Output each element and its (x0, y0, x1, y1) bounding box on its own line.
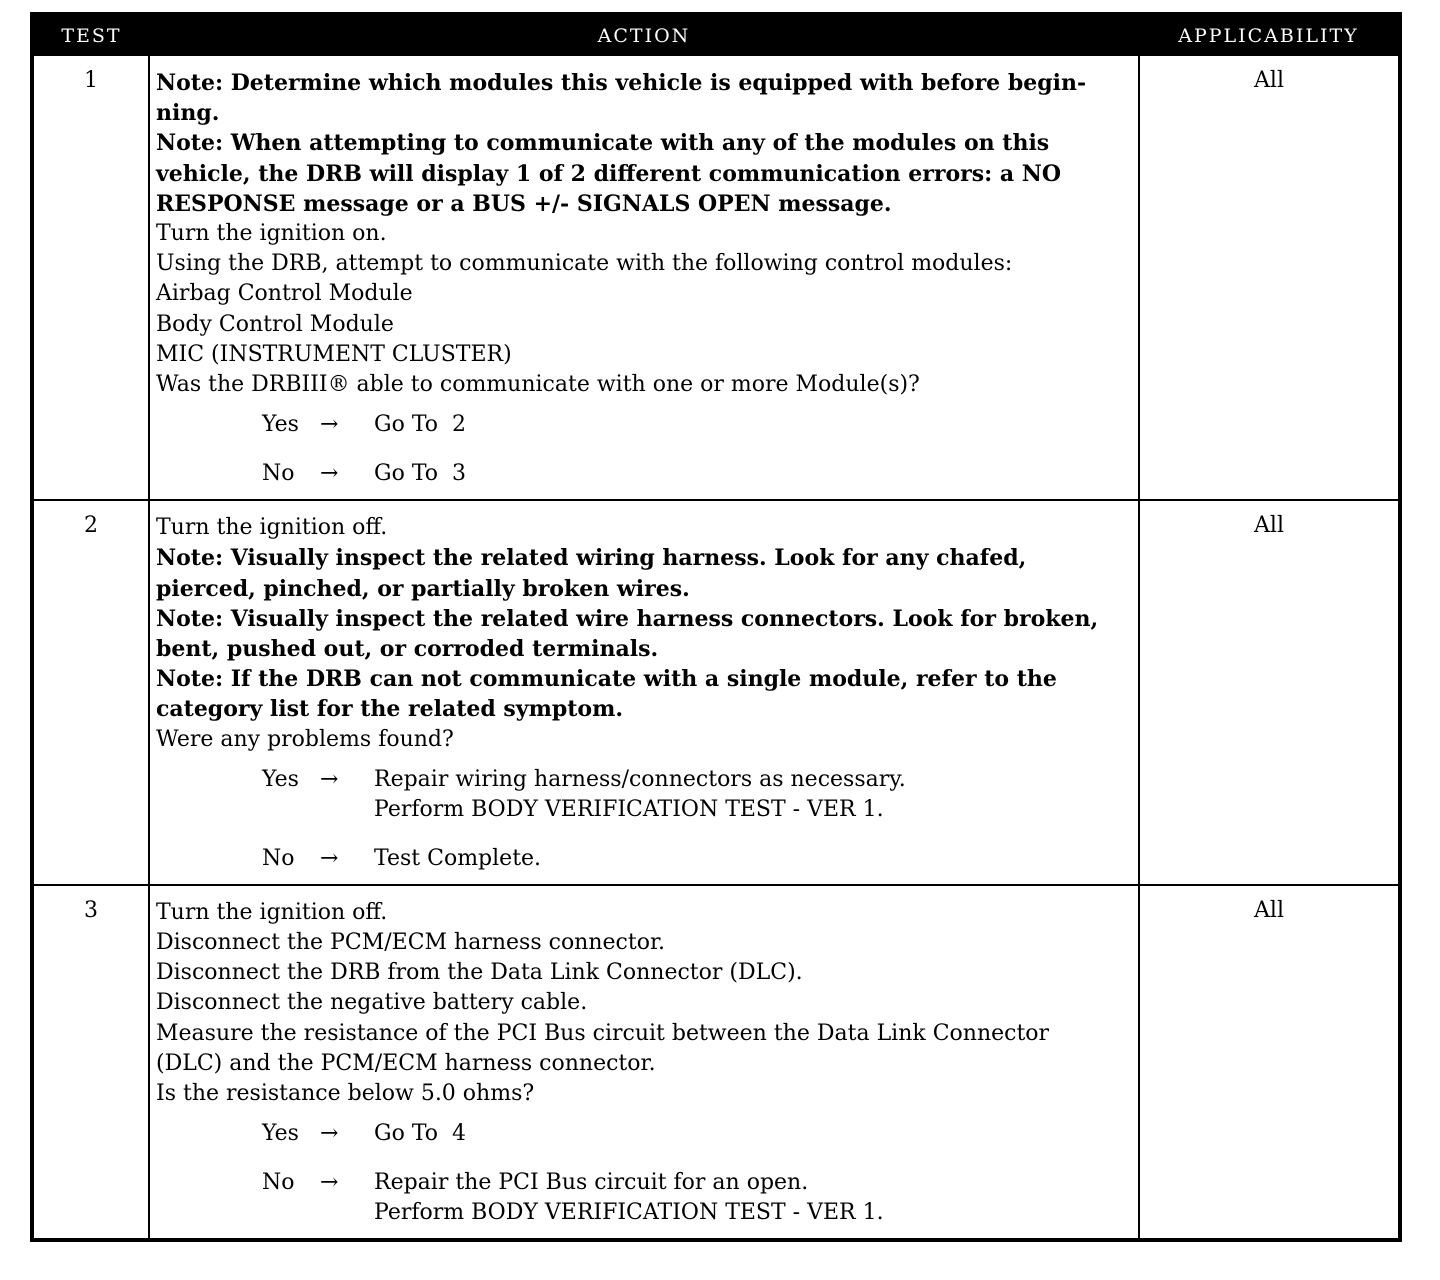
note-line: pierced, pinched, or partially broken wires. (156, 575, 690, 602)
table-row (32, 56, 1400, 500)
note-line: Note: Visually inspect the related wire harness connectors. Look for broken, (156, 605, 1099, 632)
instruction-line: Disconnect the PCM/ECM harness connector. (156, 930, 666, 956)
table-row (32, 885, 1400, 1240)
header-row (32, 14, 1400, 56)
note-line: bent, pushed out, or corroded terminals. (156, 636, 659, 663)
branch-no (262, 1168, 1132, 1228)
arrow-right-icon: → (320, 1170, 339, 1196)
instruction-line: Measure the resistance of the PCI Bus circuit between the Data Link Connector (156, 1020, 1050, 1046)
branch-label: No (262, 461, 295, 487)
action-cell (149, 500, 1139, 885)
instruction-line: (DLC) and the PCM/ECM harness connector. (156, 1050, 656, 1076)
instruction-line: Using the DRB, attempt to communicate with the following control modules: (156, 251, 1013, 277)
branch-result-line: Test Complete. (374, 845, 542, 871)
branch-result (374, 844, 541, 874)
branch-no (262, 459, 1132, 489)
branch-yes (262, 410, 1132, 440)
instruction-line: Turn the ignition off. (156, 899, 388, 925)
branch-result-line: Go To 4 (374, 1121, 467, 1147)
instruction-line: MIC (INSTRUMENT CLUSTER) (156, 341, 512, 367)
instruction-line: Were any problems found? (156, 726, 454, 752)
arrow-right-icon: → (320, 461, 339, 487)
header-applicability: APPLICABILITY (1139, 14, 1400, 56)
instruction-line: Was the DRBIII® able to communicate with one or more Module(s)? (156, 372, 920, 398)
instruction-line: Is the resistance below 5.0 ohms? (156, 1081, 535, 1107)
test-number: 3 (32, 885, 149, 1240)
branch-result (374, 459, 466, 489)
branch-label: No (262, 845, 295, 871)
diagnostic-test-table (30, 12, 1402, 1242)
branch-result (374, 1168, 884, 1228)
branch-result-line: Go To 2 (374, 412, 467, 438)
note-line: vehicle, the DRB will display 1 of 2 different communication errors: a NO (156, 160, 1062, 187)
branch-result-line: Perform BODY VERIFICATION TEST - VER 1. (374, 796, 884, 822)
instruction-line: Body Control Module (156, 311, 394, 337)
header-test: TEST (32, 14, 149, 56)
result-branches (156, 1109, 1132, 1228)
action-cell (149, 56, 1139, 500)
arrow-right-icon: → (320, 845, 339, 871)
note-line: Note: If the DRB can not communicate with a single module, refer to the (156, 666, 1057, 693)
note-line: Note: Visually inspect the related wiring harness. Look for any chafed, (156, 545, 1027, 572)
note-line: category list for the related symptom. (156, 696, 624, 723)
instruction-line: Turn the ignition on. (156, 221, 387, 247)
branch-result (374, 765, 906, 825)
branch-label: Yes (262, 412, 299, 438)
branch-no (262, 844, 1132, 874)
test-number: 1 (32, 56, 149, 500)
branch-yes (262, 765, 1132, 825)
branch-result (374, 410, 466, 440)
result-branches (156, 400, 1132, 489)
branch-result-line: Repair wiring harness/connectors as necessary. (374, 766, 906, 792)
branch-result (374, 1119, 466, 1149)
instruction-line: Disconnect the DRB from the Data Link Connector (DLC). (156, 960, 803, 986)
instruction-line: Airbag Control Module (156, 281, 413, 307)
action-cell (149, 885, 1139, 1240)
note-line: RESPONSE message or a BUS +/- SIGNALS OPEN message. (156, 190, 892, 217)
instruction-line: Turn the ignition off. (156, 515, 388, 541)
arrow-right-icon: → (320, 766, 339, 792)
note-line: Note: When attempting to communicate with any of the modules on this (156, 130, 1050, 157)
branch-label: Yes (262, 1121, 299, 1147)
test-number: 2 (32, 500, 149, 885)
arrow-right-icon: → (320, 1121, 339, 1147)
result-branches (156, 755, 1132, 874)
branch-yes (262, 1119, 1132, 1149)
header-action: ACTION (149, 14, 1139, 56)
branch-label: No (262, 1170, 295, 1196)
note-line: Note: Determine which modules this vehicle is equipped with before begin- (156, 70, 1087, 96)
applicability-value: All (1139, 500, 1400, 885)
branch-result-line: Go To 3 (374, 461, 467, 487)
applicability-value: All (1139, 885, 1400, 1240)
note-line: ning. (156, 100, 220, 127)
table-row (32, 500, 1400, 885)
branch-result-line: Repair the PCI Bus circuit for an open. (374, 1170, 809, 1196)
branch-result-line: Perform BODY VERIFICATION TEST - VER 1. (374, 1200, 884, 1226)
branch-label: Yes (262, 766, 299, 792)
arrow-right-icon: → (320, 412, 339, 438)
table-body (32, 56, 1400, 1240)
instruction-line: Disconnect the negative battery cable. (156, 990, 588, 1016)
table-header (32, 14, 1400, 56)
applicability-value: All (1139, 56, 1400, 500)
